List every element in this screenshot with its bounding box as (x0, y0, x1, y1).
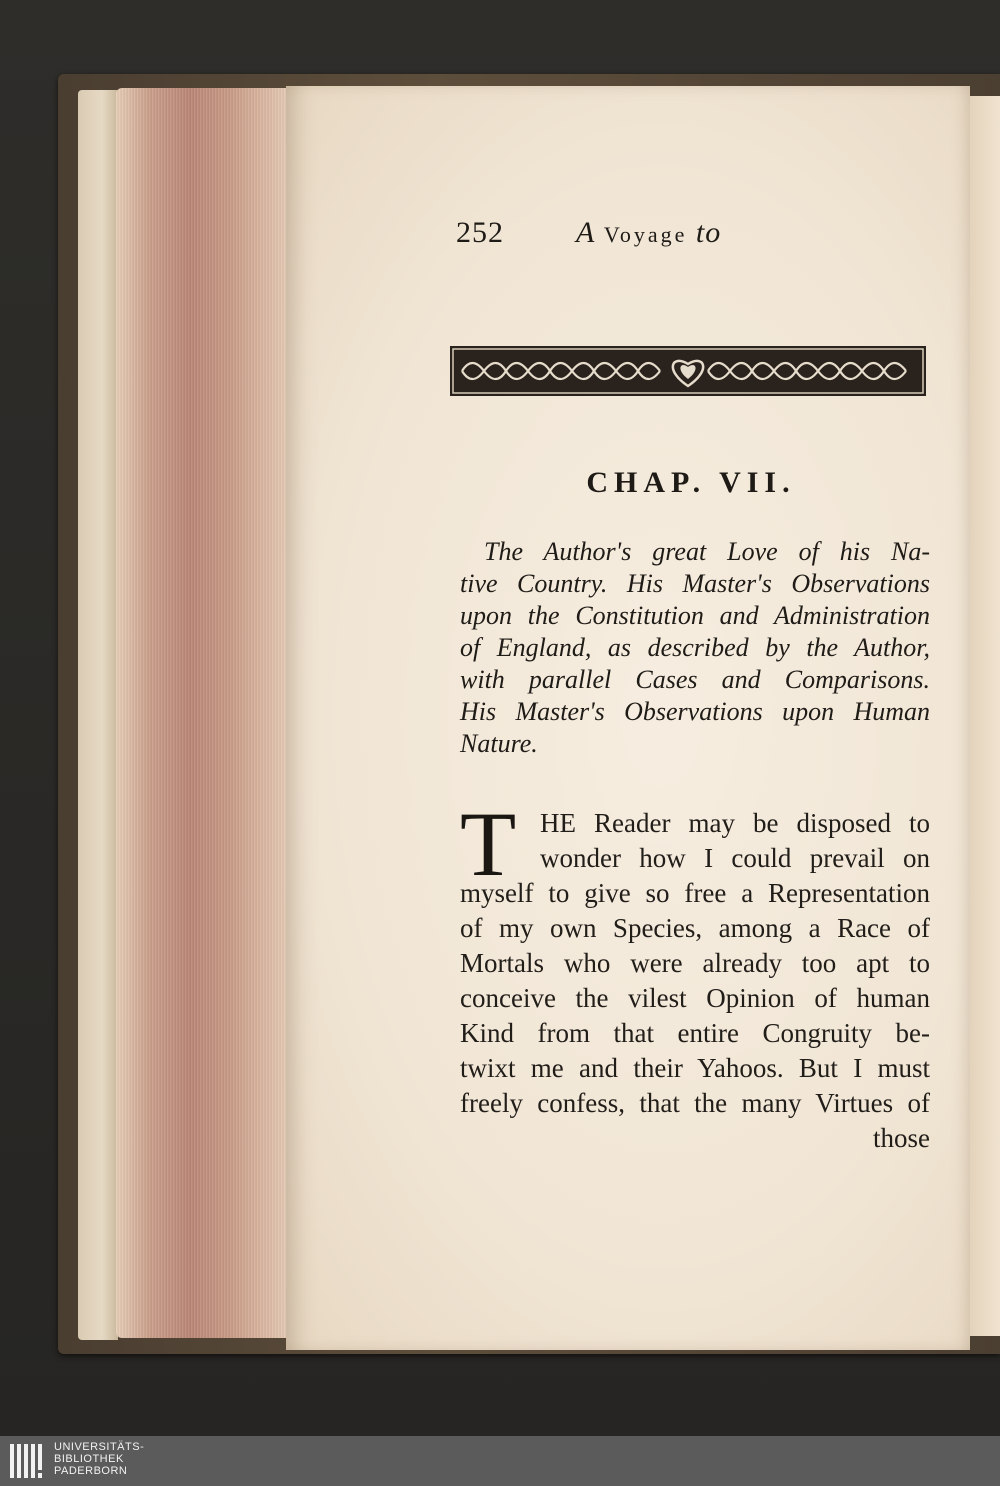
page-number: 252 (456, 216, 504, 249)
body-line: Kind from that entire Congruity be- (460, 1018, 930, 1048)
library-footer (0, 1436, 1000, 1486)
body-line: freely confess, that the many Virtues of (460, 1088, 930, 1118)
summary-line: tive Country. His Master's Observations (460, 569, 930, 598)
library-name-line: BIBLIOTHEK (54, 1453, 124, 1465)
body-line: conceive the vilest Opinion of human (460, 983, 930, 1013)
facing-page-edge (968, 96, 1000, 1336)
drop-cap: T (460, 793, 517, 895)
summary-line: Nature. (460, 729, 538, 758)
chapter-summary (460, 536, 930, 760)
catchword: those (873, 1123, 930, 1153)
running-header (456, 216, 926, 260)
body-line: twixt me and their Yahoos. But I must (460, 1053, 930, 1083)
running-title-initial: A (576, 216, 596, 249)
running-title (576, 216, 721, 250)
library-logo-icon (10, 1442, 46, 1480)
chapter-heading: CHAP. VII. (586, 466, 796, 499)
library-name (54, 1441, 254, 1477)
library-name-line: PADERBORN (54, 1465, 128, 1477)
running-title-smallcaps: Voyage (603, 222, 688, 247)
body-text (460, 793, 930, 1156)
body-line: Mortals who were already too apt to (460, 948, 930, 978)
summary-line: His Master's Observations upon Human (460, 697, 930, 726)
page-block-edge (116, 88, 300, 1338)
ornamental-headpiece (450, 346, 926, 396)
body-line: HE Reader may be disposed to (540, 808, 930, 838)
body-line: wonder how I could prevail on (540, 843, 930, 873)
running-title-end: to (695, 216, 722, 249)
summary-line: with parallel Cases and Comparisons. (460, 665, 930, 694)
summary-line: upon the Constitution and Administration (460, 601, 930, 630)
summary-line: The Author's great Love of his Na- (484, 537, 930, 566)
body-line: myself to give so free a Representation (460, 878, 930, 908)
endpaper-edge (78, 90, 118, 1340)
library-name-line: UNIVERSITÄTS- (54, 1441, 145, 1453)
body-line: of my own Species, among a Race of (460, 913, 930, 943)
summary-line: of England, as described by the Author, (460, 633, 930, 662)
